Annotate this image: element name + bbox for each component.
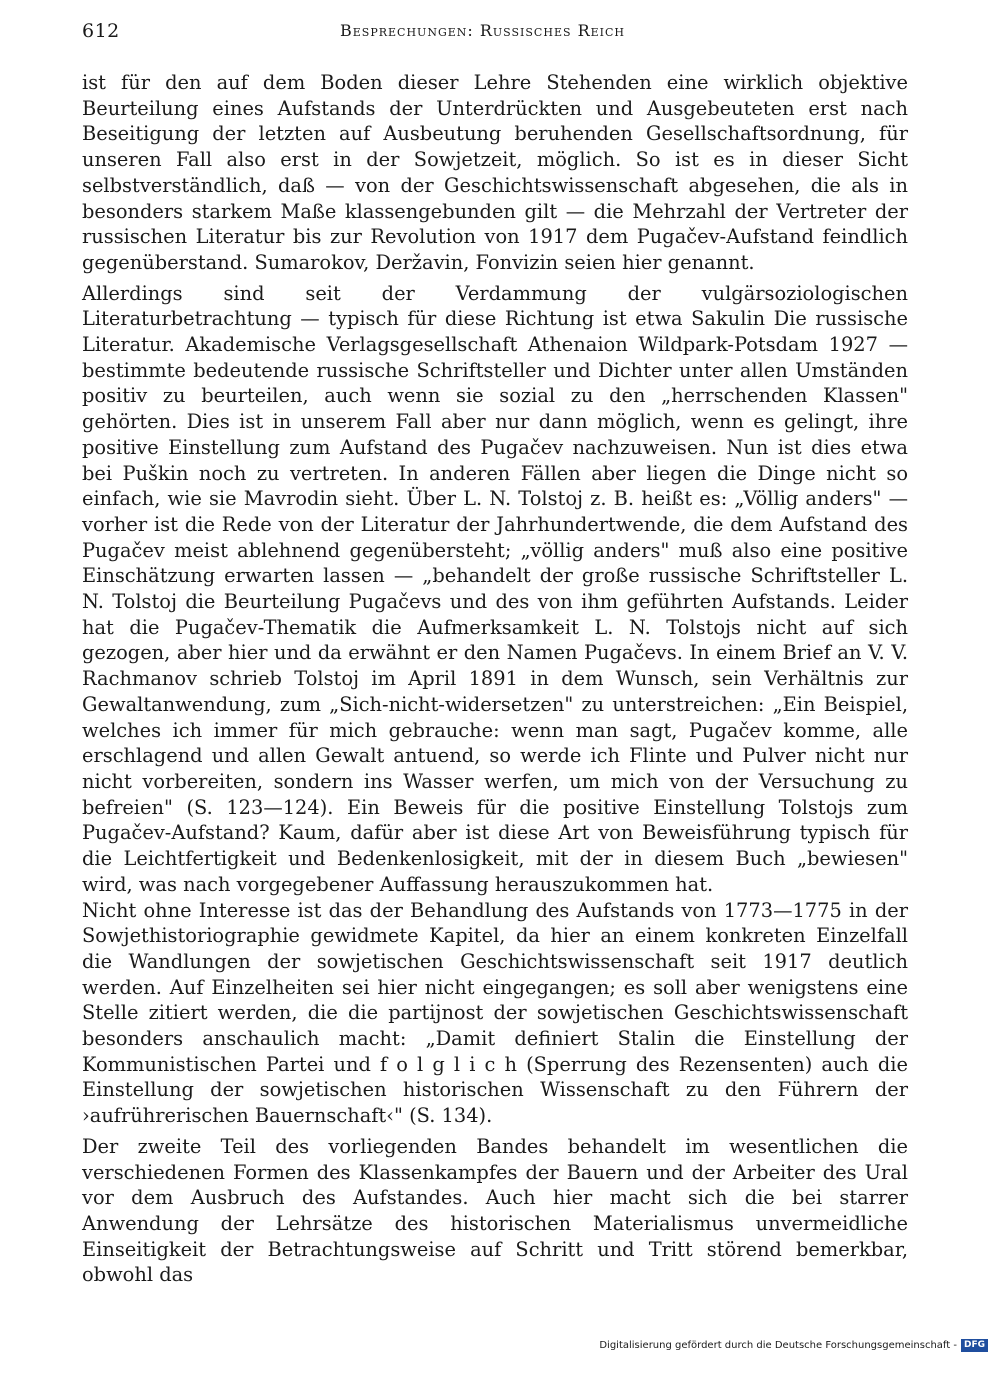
credit-text: Digitalisierung gefördert durch die Deutsche Forschungsgemeinschaft - — [599, 1340, 957, 1351]
digitization-credit — [599, 1339, 988, 1352]
dfg-logo: DFG — [961, 1339, 988, 1352]
page-header — [82, 20, 908, 46]
paragraph: Der zweite Teil des vorliegenden Bandes behandelt im wesentlichen die verschiedenen Formen des Klassenkampfes der Bauern und der Arbeiter des Ural vor dem Ausbruch des Aufstandes. Auch hier macht sich die bei starrer Anwendung der Lehrsätze des historischen Materialismus unvermeidliche Einseitigkeit der Betrachtungsweise auf Schritt und Tritt störend bemerkbar, obwohl das — [82, 1134, 908, 1287]
paragraph: Allerdings sind seit der Verdammung der vulgärsoziologischen Literaturbetrachtung — typisch für diese Richtung ist etwa Sakulin Die russische Literatur. Akademische Verlagsgesellschaft Athenaion Wildpark-Potsdam 1927 — bestimmte bedeutende russische Schriftsteller und Dichter unter allen Umständen positiv zu beurteilen, auch wenn sie sozial zu den „herrschenden Klassen" gehörten. Dies ist in unserem Fall aber nur dann möglich, wenn es gelingt, ihre positive Einstellung zum Aufstand des Pugačev nachzuweisen. Nun ist dies etwa bei Puškin noch zu vertreten. In anderen Fällen aber liegen die Dinge nicht so einfach, wie sie Mavrodin sieht. Über L. N. Tolstoj z. B. heißt es: „Völlig anders" — vorher ist die Rede von der Literatur der Jahrhundertwende, die dem Aufstand des Pugačev meist ablehnend gegenübersteht; „völlig anders" muß also eine positive Einschätzung erwarten lassen — „behandelt der große russische Schriftsteller L. N. Tolstoj die Beurteilung Pugačevs und des von ihm geführten Aufstands. Leider hat die Pugačev-Thematik die Aufmerksamkeit L. N. Tolstojs nicht auf sich gezogen, aber hier und da erwähnt er den Namen Pugačevs. In einem Brief an V. V. Rachmanov schrieb Tolstoj im April 1891 in dem Wunsch, sein Verhältnis zur Gewaltanwendung, zum „Sich-nicht-widersetzen" zu unterstreichen: „Ein Beispiel, welches ich immer für mich gebrauche: wenn man sagt, Pugačev komme, alle erschlagend und allen Gewalt antuend, so werde ich Flinte und Pulver nicht nur nicht vorbereiten, sondern ins Wasser werfen, um mich von der Versuchung zu befreien" (S. 123—124). Ein Beweis für die positive Einstellung Tolstojs zum Pugačev-Aufstand? Kaum, dafür aber ist diese Art von Beweisführung typisch für die Leichtfertigkeit und Bedenkenlosigkeit, mit der in diesem Buch „bewiesen" wird, was nach vorgegebener Auffassung herauszukommen hat. — [82, 281, 908, 896]
page-number: 612 — [82, 20, 120, 42]
paragraph: ist für den auf dem Boden dieser Lehre Stehenden eine wirklich objektive Beurteilung eines Aufstands der Unterdrückten und Ausgebeuteten erst nach Beseitigung der letzten auf Ausbeutung beruhenden Gesellschaftsordnung, für unseren Fall also erst in der Sowjetzeit, möglich. So ist es in dieser Sicht selbstverständlich, daß — von der Geschichtswissenschaft abgesehen, die als in besonders starkem Maße klassengebunden gilt — die Mehrzahl der Vertreter der russischen Literatur bis zur Revolution von 1917 dem Pugačev-Aufstand feindlich gegenüberstand. Sumarokov, Deržavin, Fonvizin seien hier genannt. — [82, 71, 908, 274]
body-text — [82, 70, 908, 1288]
running-head: Besprechungen: Russisches Reich — [340, 21, 626, 40]
paragraph: Nicht ohne Interesse ist das der Behandlung des Aufstands von 1773—1775 in der Sowjethistoriographie gewidmete Kapitel, da hier an einem konkreten Einzelfall die Wandlungen der sowjetischen Geschichtswissenschaft seit 1917 deutlich werden. Auf Einzelheiten sei hier nicht eingegangen; es soll aber wenigstens eine Stelle zitiert werden, die die partijnost der sowjetischen Geschichtswissenschaft besonders anschaulich macht: „Damit definiert Stalin die Einstellung der Kommunistischen Partei und f o l g l i c h (Sperrung des Rezensenten) auch die Einstellung der sowjetischen historischen Wissenschaft zu den Führern der ›aufrührerischen Bauernschaft‹" (S. 134). — [82, 898, 908, 1128]
